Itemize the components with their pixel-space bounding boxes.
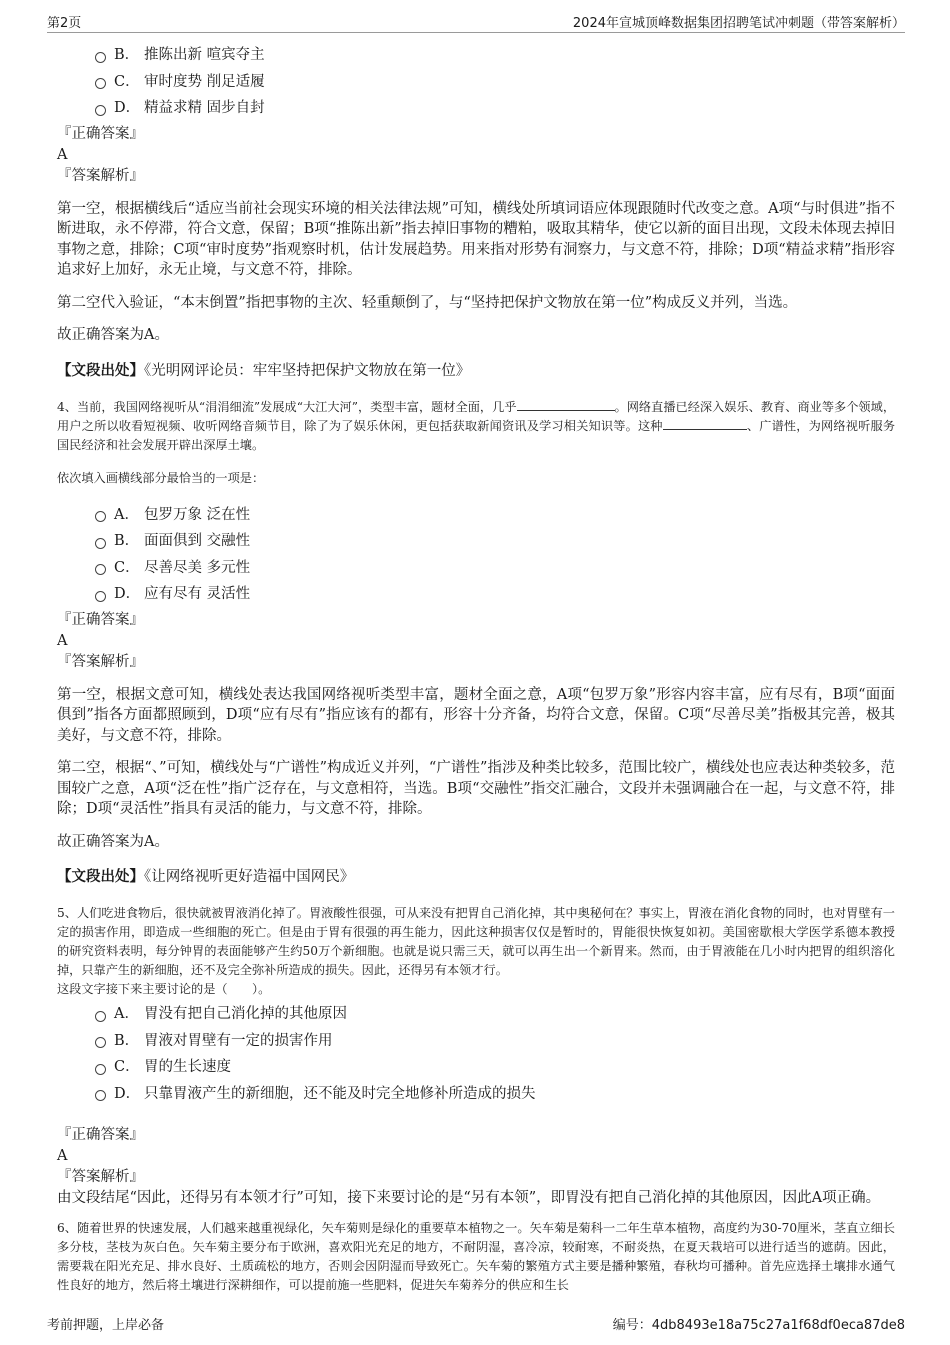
q3-source: 【文段出处】《光明网评论员：牢牢坚持把保护文物放在第一位》: [57, 361, 471, 379]
q4-analysis-1: 第一空，根据文意可知，横线处表达我国网络视听类型丰富，题材全面之意，A项“包罗万象”形容内容丰富，应有尽有，B项“面面俱到”指各方面都照顾到，D项“应有尽有”指应该有的都有，形容十分齐备，均符合文意，保留。C项“尽善尽美”指极其完善，极其美好，与文意不符，排除。: [57, 686, 895, 744]
q4-analysis-3: 故正确答案为A。: [57, 833, 169, 850]
q3-answer: A: [57, 146, 68, 163]
radio-button[interactable]: [95, 511, 106, 522]
q3-analysis-2: 第二空代入验证，“本末倒置”指把事物的主次、轻重颠倒了，与“坚持把保护文物放在第一位”构成反义并列，当选。: [57, 294, 798, 311]
q3-option-b[interactable]: B． 推陈出新 喧宾夺主: [95, 42, 895, 69]
correct-answer-label: 『正确答案』: [57, 125, 144, 142]
q4-analysis-2: 第二空，根据“、”可知，横线处与“广谱性”构成近义并列，“广谱性”指涉及种类比较多，范围比较广，横线处也应表达种类较多，范围较广之意，A项“泛在性”指广泛存在，与文意相符，当选。B项“交融性”指交汇融合，文段并未强调融合在一起，与文意不符，排除；D项“灵活性”指具有灵活的能力，与文意不符，排除。: [57, 760, 895, 817]
q5-options: [95, 1001, 895, 1107]
q4-instruction: 依次填入画横线部分最恰当的一项是：: [57, 470, 265, 485]
q3-options: [95, 42, 895, 122]
q5-option-c[interactable]: C． 胃的生长速度: [95, 1054, 895, 1081]
fill-blank: [663, 417, 747, 430]
analysis-label: 『答案解析』: [57, 1169, 144, 1185]
radio-button[interactable]: [95, 52, 106, 63]
radio-button[interactable]: [95, 1037, 106, 1048]
q3-analysis-3: 故正确答案为A。: [57, 327, 169, 343]
radio-button[interactable]: [95, 1090, 106, 1101]
q3-analysis-1: 第一空，根据横线后“适应当前社会现实环境的相关法律法规”可知，横线处所填词语应体现跟随时代改变之意。A项“与时俱进”指不断进取，永不停滞，符合文意，保留；B项“推陈出新”指去掉旧事物的糟粕，吸取其精华，使它以新的面目出现，文段未体现去掉旧事物之意，排除；C项“审时度势”指观察时机，估计发展趋势。用来指对形势有洞察力，与文意不符，排除；D项“精益求精”指形容追求好上加好，永无止境，与文意不符，排除。: [57, 200, 895, 278]
q3-option-c[interactable]: C． 审时度势 削足适履: [95, 69, 895, 96]
q4-option-d[interactable]: D． 应有尽有 灵活性: [95, 581, 895, 608]
radio-button[interactable]: [95, 564, 106, 575]
page-content: [57, 42, 895, 1295]
page-header: [47, 10, 905, 33]
document-id: 编号：4db8493e18a75c27a1f68df0eca87de8: [612, 1318, 905, 1333]
page-footer: [47, 1312, 905, 1334]
radio-button[interactable]: [95, 78, 106, 89]
q5-answer: A: [57, 1148, 68, 1164]
analysis-label: 『答案解析』: [57, 653, 144, 670]
correct-answer-label: 『正确答案』: [57, 1127, 144, 1143]
radio-button[interactable]: [95, 591, 106, 602]
radio-button[interactable]: [95, 538, 106, 549]
q4-option-c[interactable]: C． 尽善尽美 多元性: [95, 555, 895, 582]
analysis-label: 『答案解析』: [57, 167, 144, 184]
q4-source: 【文段出处】《让网络视听更好造福中国网民》: [57, 868, 355, 885]
q4-answer: A: [57, 632, 68, 649]
q5-option-d[interactable]: D． 只靠胃液产生的新细胞，还不能及时完全地修补所造成的损失: [95, 1081, 895, 1108]
q5-option-b[interactable]: B． 胃液对胃壁有一定的损害作用: [95, 1028, 895, 1055]
q4-options: [95, 502, 895, 608]
fill-blank: [517, 398, 615, 411]
correct-answer-label: 『正确答案』: [57, 611, 144, 628]
q3-option-d[interactable]: D． 精益求精 固步自封: [95, 95, 895, 122]
radio-button[interactable]: [95, 1064, 106, 1075]
q4-option-b[interactable]: B． 面面俱到 交融性: [95, 528, 895, 555]
q4-option-a[interactable]: A． 包罗万象 泛在性: [95, 502, 895, 529]
page-number: 第2页: [47, 16, 82, 31]
q5-stem: 5、人们吃进食物后，很快就被胃液消化掉了。胃液酸性很强，可从来没有把胃自己消化掉，其中奥秘何在？事实上，胃液在消化食物的同时，也对胃壁有一定的损害作用，即造成一些细胞的死亡。但是由于胃有很强的再生能力，因此这种损害仅仅是暂时的，胃能很快恢复如初。美国密歇根大学医学系德本教授的研究资料表明，每分钟胃的表面能够产生约50万个新细胞。也就是说只需三天，就可以再生出一个新胃来。然而，由于胃液能在几小时内把胃的组织溶化掉，只靠产生的新细胞，还不及完全弥补所造成的损失。因此，还得另有本领才行。: [57, 906, 895, 977]
q5-option-a[interactable]: A． 胃没有把自己消化掉的其他原因: [95, 1001, 895, 1028]
radio-button[interactable]: [95, 1011, 106, 1022]
footer-slogan: 考前押题，上岸必备: [47, 1318, 165, 1333]
document-title: 2024年宣城顶峰数据集团招聘笔试冲刺题（带答案解析）: [572, 16, 905, 31]
q5-instruction: 这段文字接下来主要讨论的是（ ）。: [57, 982, 271, 996]
q4-stem: 4、当前，我国网络视听从“涓涓细流”发展成“大江大河”，类型丰富，题材全面，几乎 。网络直播已经深入娱乐、教育、商业等多个领域，用户之所以收看短视频、收听网络音频节目，除了为了娱乐休闲，更包括获取新闻资讯及学习相关知识等。这种 、广谱性，为网络视听服务国民经济和社会发展开辟出深厚土壤。: [57, 399, 896, 452]
q6-stem: 6、随着世界的快速发展，人们越来越重视绿化，矢车菊则是绿化的重要草本植物之一。矢车菊是菊科一二年生草本植物，高度约为30-70厘米，茎直立细长多分枝，茎枝为灰白色。矢车菊主要分布于欧洲，喜欢阳光充足的地方，不耐阴湿，喜冷凉，较耐寒，不耐炎热，在夏天栽培可以进行适当的遮荫。因此，需要栽在阳光充足、排水良好、土质疏松的地方，否则会因阴湿而导致死亡。矢车菊的繁殖方式主要是播种繁殖，春秋均可播种。首先应选择土壤排水通气性良好的地方，然后将土壤进行深耕细作，可以提前施一些肥料，促进矢车菊养分的供应和生长: [57, 1220, 895, 1292]
q5-analysis: 由文段结尾“因此，还得另有本领才行”可知，接下来要讨论的是“另有本领”，即胃没有把自己消化掉的其他原因，因此A项正确。: [57, 1190, 881, 1206]
radio-button[interactable]: [95, 105, 106, 116]
